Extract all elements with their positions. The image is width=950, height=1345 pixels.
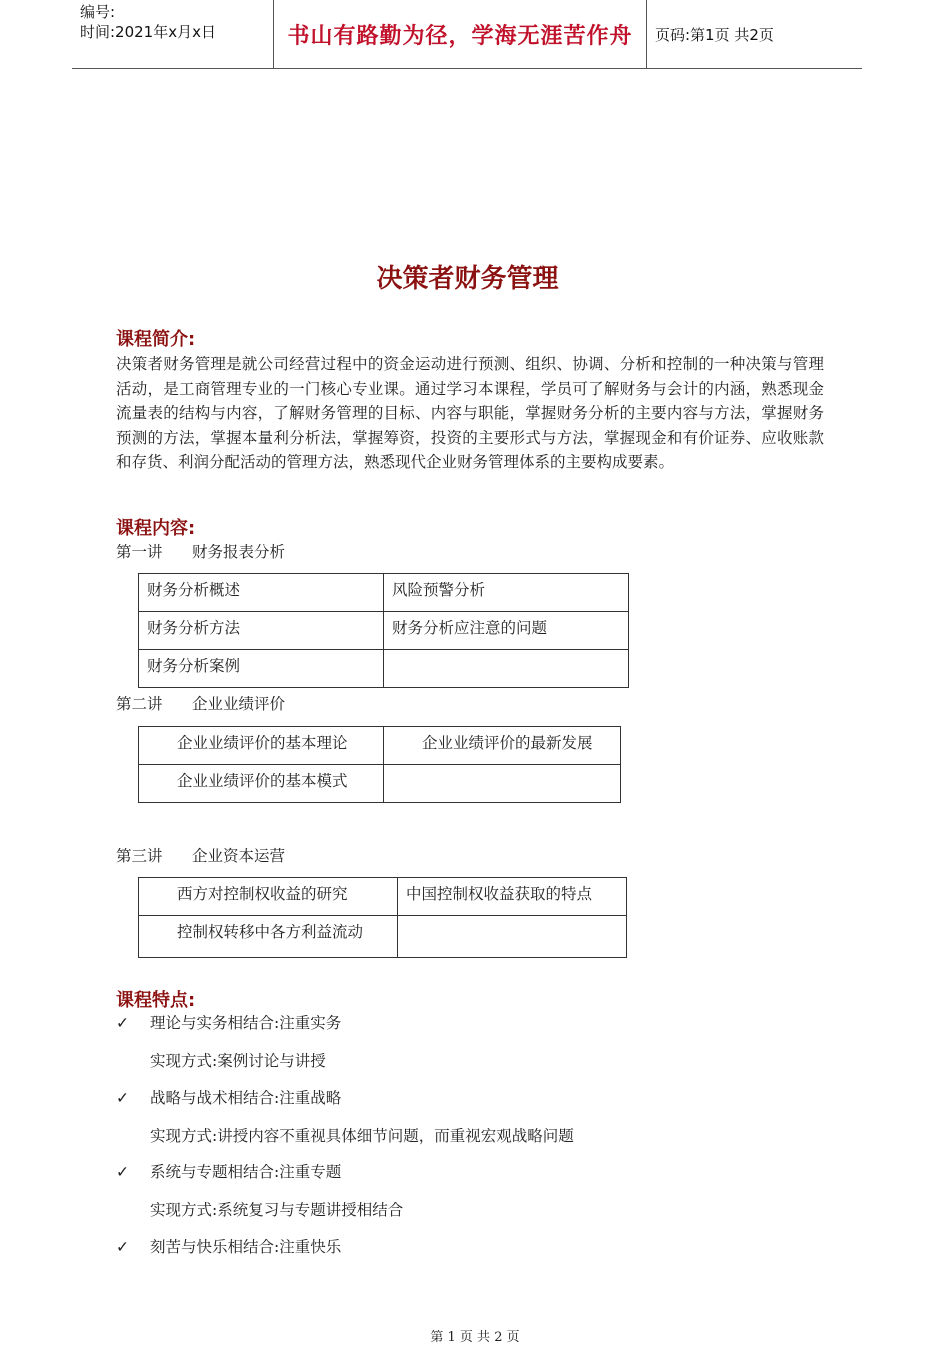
features-heading: 课程特点: bbox=[116, 990, 196, 1011]
table-cell: 企业业绩评价的基本理论 bbox=[139, 727, 384, 765]
table-cell: 财务分析应注意的问题 bbox=[384, 612, 629, 650]
lecture-3-label bbox=[116, 844, 285, 866]
feature-impl: 实现方式:案例讨论与讲授 bbox=[150, 1052, 326, 1070]
table-cell: 企业业绩评价的基本模式 bbox=[139, 765, 384, 803]
feature-impl: 实现方式:讲授内容不重视具体细节问题，而重视宏观战略问题 bbox=[150, 1127, 574, 1145]
table-cell: 中国控制权收益获取的特点 bbox=[398, 878, 627, 916]
table-cell bbox=[384, 650, 629, 688]
check-icon: ✓ bbox=[116, 1089, 129, 1107]
table-row bbox=[139, 727, 621, 765]
header-page-info: 页码:第1页 共2页 bbox=[655, 26, 774, 44]
feature-item bbox=[116, 1160, 341, 1182]
table-row bbox=[139, 765, 621, 803]
header-motto: 书山有路勤为径，学海无涯苦作舟 bbox=[273, 0, 647, 68]
feature-text: 战略与战术相结合:注重战略 bbox=[150, 1089, 342, 1107]
page-footer: 第 1 页 共 2 页 bbox=[430, 1330, 520, 1345]
number-label: 编号: bbox=[80, 3, 116, 21]
table-cell: 财务分析概述 bbox=[139, 574, 384, 612]
lecture-name: 企业资本运营 bbox=[192, 847, 286, 865]
content-heading: 课程内容: bbox=[116, 518, 196, 539]
feature-impl: 实现方式:系统复习与专题讲授相结合 bbox=[150, 1201, 404, 1219]
lecture-3-table bbox=[138, 877, 627, 958]
table-row bbox=[139, 916, 627, 958]
lecture-number: 第三讲 bbox=[116, 847, 163, 865]
feature-text: 理论与实务相结合:注重实务 bbox=[150, 1014, 342, 1032]
table-cell: 控制权转移中各方利益流动 bbox=[139, 916, 398, 958]
header-meta bbox=[80, 2, 270, 42]
table-cell bbox=[398, 916, 627, 958]
lecture-name: 企业业绩评价 bbox=[192, 695, 286, 713]
lecture-number: 第二讲 bbox=[116, 695, 163, 713]
check-icon: ✓ bbox=[116, 1163, 129, 1181]
lecture-1-table bbox=[138, 573, 629, 688]
feature-text: 刻苦与快乐相结合:注重快乐 bbox=[150, 1238, 342, 1256]
lecture-number: 第一讲 bbox=[116, 543, 163, 561]
lecture-1-label bbox=[116, 540, 285, 562]
feature-text: 系统与专题相结合:注重专题 bbox=[150, 1163, 342, 1181]
intro-heading: 课程简介: bbox=[116, 329, 196, 350]
feature-item bbox=[116, 1235, 341, 1257]
table-cell: 财务分析方法 bbox=[139, 612, 384, 650]
table-row bbox=[139, 878, 627, 916]
table-cell: 企业业绩评价的最新发展 bbox=[384, 727, 621, 765]
lecture-name: 财务报表分析 bbox=[192, 543, 286, 561]
table-row bbox=[139, 650, 629, 688]
table-row bbox=[139, 612, 629, 650]
lecture-2-label bbox=[116, 692, 285, 714]
table-cell: 财务分析案例 bbox=[139, 650, 384, 688]
check-icon: ✓ bbox=[116, 1238, 129, 1256]
table-cell bbox=[384, 765, 621, 803]
page-header bbox=[72, 0, 862, 69]
feature-item bbox=[116, 1086, 341, 1108]
time-label: 时间:2021年x月x日 bbox=[80, 23, 216, 41]
table-cell: 西方对控制权收益的研究 bbox=[139, 878, 398, 916]
check-icon: ✓ bbox=[116, 1014, 129, 1032]
table-row bbox=[139, 574, 629, 612]
intro-paragraph: 决策者财务管理是就公司经营过程中的资金运动进行预测、组织、协调、分析和控制的一种决策与管理活动，是工商管理专业的一门核心专业课。通过学习本课程，学员可了解财务与会计的内涵，熟悉现金流量表的结构与内容，了解财务管理的目标、内容与职能，掌握财务分析的主要内容与方法，掌握财务预测的方法，掌握本量利分析法，掌握筹资，投资的主要形式与方法，掌握现金和有价证券、应收账款和存货、利润分配活动的管理方法，熟悉现代企业财务管理体系的主要构成要素。 bbox=[116, 355, 824, 471]
feature-item bbox=[116, 1011, 341, 1033]
lecture-2-table bbox=[138, 726, 621, 803]
table-cell: 风险预警分析 bbox=[384, 574, 629, 612]
document-title: 决策者财务管理 bbox=[376, 264, 559, 294]
